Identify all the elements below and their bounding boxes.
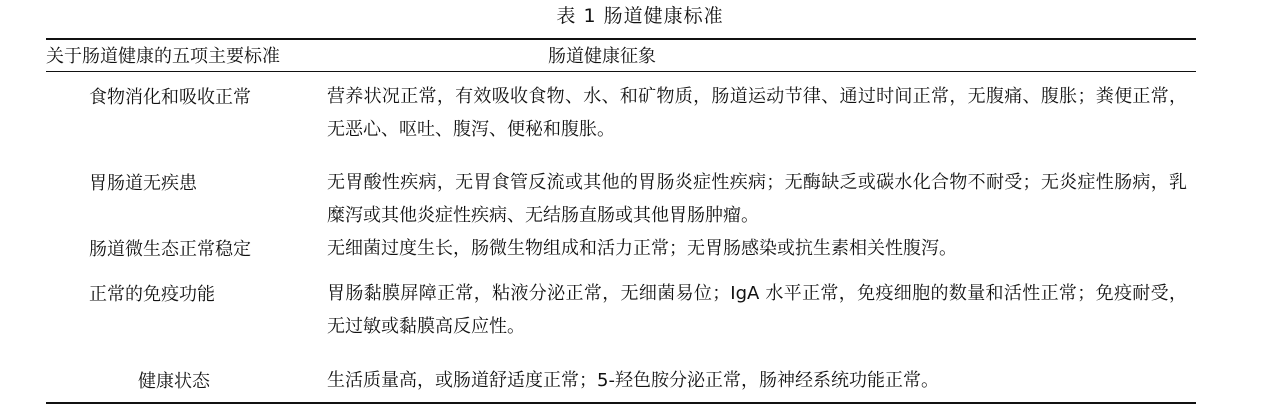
criterion-digestion: 食物消化和吸收正常 [89,87,251,108]
signs-microbiota: 无细菌过度生长，肠微生物组成和活力正常；无胃肠感染或抗生素相关性腹泻。 [327,238,957,259]
criterion-health-status: 健康状态 [138,371,210,392]
signs-immune: 胃肠黏膜屏障正常，粘液分泌正常，无细菌易位；IgA 水平正常，免疫细胞的数量和活性正常；免疫耐受，无过敏或黏膜高反应性。 [327,283,1187,337]
signs-health-status: 生活质量高，或肠道舒适度正常；5-羟色胺分泌正常，肠神经系统功能正常。 [327,370,939,391]
signs-no-disease: 无胃酸性疾病，无胃食管反流或其他的胃肠炎症性疾病；无酶缺乏或碳水化合物不耐受；无炎症性肠病，乳糜泻或其他炎症性疾病、无结肠直肠或其他胃肠肿瘤。 [327,172,1187,226]
signs-digestion: 营养状况正常，有效吸收食物、水、和矿物质，肠道运动节律、通过时间正常，无腹痛、腹胀；粪便正常，无恶心、呕吐、腹泻、便秘和腹胀。 [327,86,1187,140]
criterion-immune: 正常的免疫功能 [89,284,215,305]
header-rule [46,71,1196,72]
header-criteria: 关于肠道健康的五项主要标准 [46,46,280,67]
criterion-no-disease: 胃肠道无疾患 [89,173,197,194]
table-caption: 表 1 肠道健康标准 [556,5,724,27]
criterion-microbiota: 肠道微生态正常稳定 [89,239,251,260]
bottom-rule [46,402,1196,404]
header-signs: 肠道健康征象 [548,46,656,67]
top-rule [46,38,1196,40]
